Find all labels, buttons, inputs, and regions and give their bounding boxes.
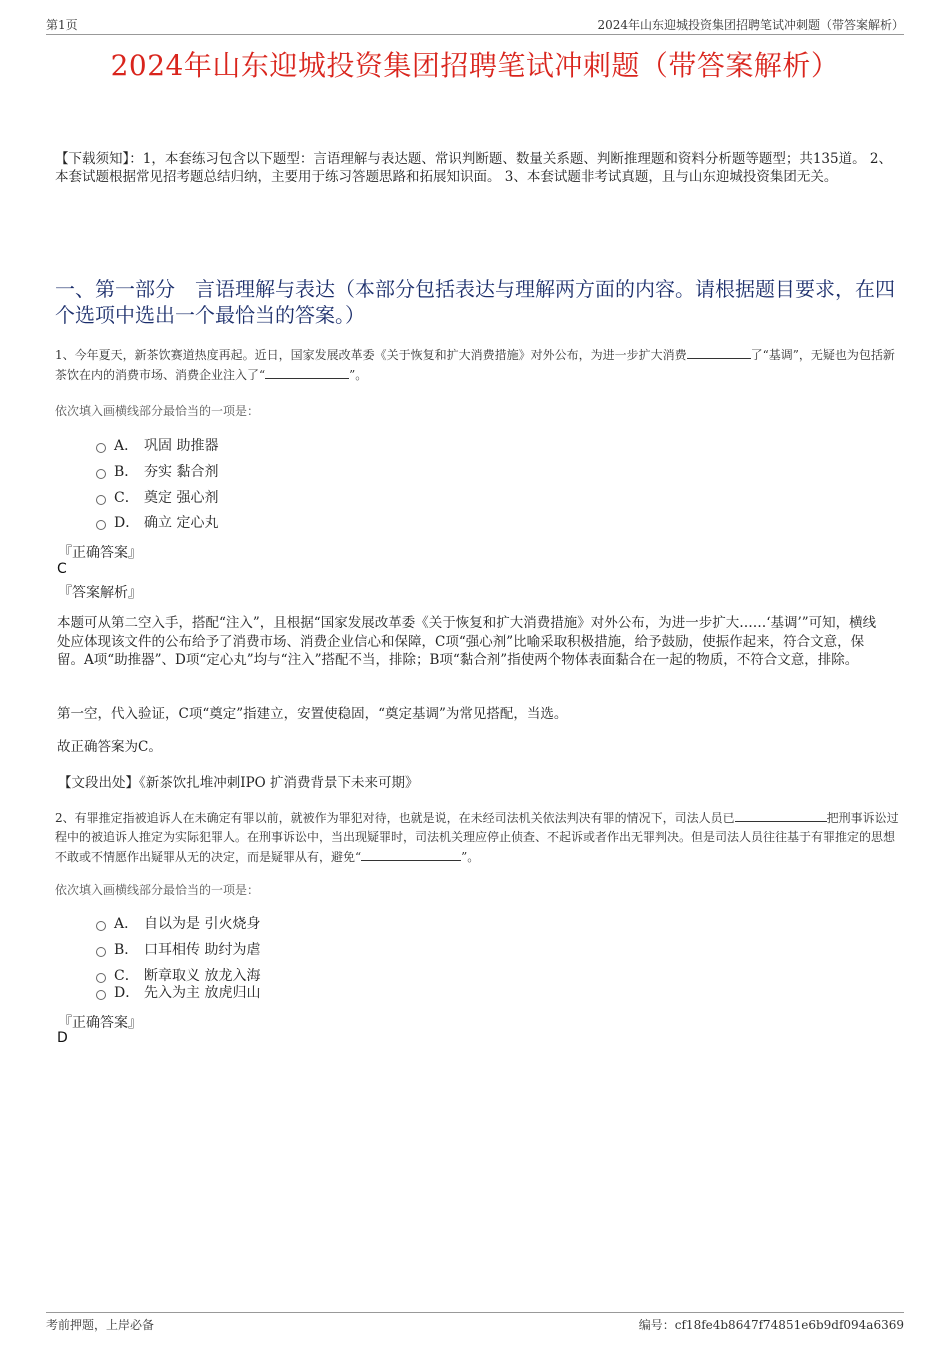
option-1-b[interactable]: B． 夯实 黏合剂	[96, 462, 218, 482]
answer-value: D	[57, 1030, 68, 1046]
passage-source: 【文段出处】《新茶饮扎堆冲刺IPO 扩消费背景下未来可期》	[58, 775, 419, 791]
footer-slogan: 考前押题，上岸必备	[46, 1318, 155, 1332]
blank-line	[687, 345, 751, 359]
download-notice: 【下载须知】：1，本套练习包含以下题型：言语理解与表达题、常识判断题、数量关系题、判断推理题和资料分析题等题型；共135道。 2、本套试题根据常见招考题总结归纳，主要用于练习答题思路和拓展知识面。 3、本套试题非考试真题，且与山东迎城投资集团无关。	[55, 151, 892, 185]
radio-icon[interactable]	[96, 443, 106, 453]
analysis-paragraph-1: 本题可从第二空入手，搭配“注入”，且根据“国家发展改革委《关于恢复和扩大消费措施》对外公布，为进一步扩大……‘基调’”可知，横线处应体现该文件的公布给予了消费市场、消费企业信心和保障，C项“强心剂”比喻采取积极措施，给予鼓励，使振作起来，符合文意，保留。A项“助推器”、D项“定心丸”均与“注入”搭配不当，排除；B项“黏合剂”指使两个物体表面黏合在一起的物质，不符合文意，排除。	[57, 615, 877, 668]
footer-doc-id: 编号：cf18fe4b8647f74851e6b9df094a6369	[638, 1318, 904, 1332]
answer-label: 『正确答案』	[58, 545, 142, 561]
option-1-a[interactable]: A． 巩固 助推器	[96, 436, 218, 456]
question-2-instruction: 依次填入画横线部分最恰当的一项是：	[55, 883, 260, 897]
document-title: 2024年山东迎城投资集团招聘笔试冲刺题（带答案解析）	[110, 49, 840, 82]
page-header	[46, 16, 904, 35]
answer-label: 『正确答案』	[58, 1015, 142, 1031]
radio-icon[interactable]	[96, 947, 106, 957]
section-heading: 一、第一部分 言语理解与表达（本部分包括表达与理解两方面的内容。请根据题目要求，在四个选项中选出一个最恰当的答案。）	[55, 277, 895, 327]
question-2-text: 2、有罪推定指被追诉人在未确定有罪以前，就被作为罪犯对待，也就是说，在未经司法机关依法判决有罪的情况下，司法人员已 把刑事诉讼过程中的被追诉人推定为实际犯罪人。在刑事诉讼中，当出现疑罪时，司法机关理应停止侦查、不起诉或者作出无罪判决。但是司法人员往往基于有罪推定的思想不敢或不情愿作出疑罪从无的决定，而是疑罪从有，避免“ ”。	[55, 808, 900, 867]
option-2-c[interactable]: C． 断章取义 放龙入海	[96, 966, 260, 986]
analysis-paragraph-3: 故正确答案为C。	[57, 739, 162, 755]
radio-icon[interactable]	[96, 495, 106, 505]
page-number: 第1页	[46, 18, 78, 32]
analysis-label: 『答案解析』	[58, 585, 142, 601]
blank-line	[265, 365, 349, 379]
option-1-c[interactable]: C． 奠定 强心剂	[96, 488, 218, 508]
radio-icon[interactable]	[96, 520, 106, 530]
radio-icon[interactable]	[96, 469, 106, 479]
option-2-a[interactable]: A． 自以为是 引火烧身	[96, 914, 260, 934]
analysis-paragraph-2: 第一空，代入验证，C项“奠定”指建立，安置使稳固，“奠定基调”为常见搭配，当选。	[57, 706, 568, 722]
header-doc-title: 2024年山东迎城投资集团招聘笔试冲刺题（带答案解析）	[597, 18, 904, 32]
option-2-b[interactable]: B． 口耳相传 助纣为虐	[96, 940, 260, 960]
radio-icon[interactable]	[96, 973, 106, 983]
option-2-d[interactable]: D． 先入为主 放虎归山	[96, 983, 260, 1003]
blank-line	[735, 808, 827, 822]
question-1-text: 1、今年夏天，新茶饮赛道热度再起。近日，国家发展改革委《关于恢复和扩大消费措施》对外公布，为进一步扩大消费 了“基调”，无疑也为包括新茶饮在内的消费市场、消费企业注入了“ ”。	[55, 345, 900, 385]
radio-icon[interactable]	[96, 921, 106, 931]
question-1-instruction: 依次填入画横线部分最恰当的一项是：	[55, 404, 260, 418]
radio-icon[interactable]	[96, 990, 106, 1000]
blank-line	[361, 847, 461, 861]
option-1-d[interactable]: D． 确立 定心丸	[96, 513, 218, 533]
answer-value: C	[57, 561, 67, 577]
page-footer	[46, 1312, 904, 1335]
